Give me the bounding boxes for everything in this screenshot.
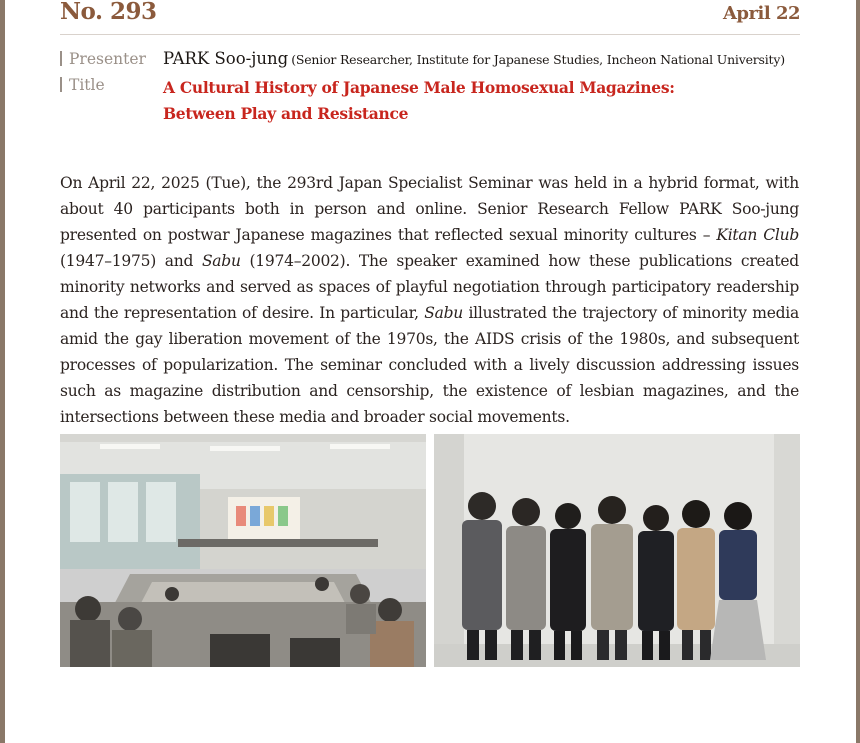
magazine-title: Kitan Club: [716, 225, 800, 244]
magazine-title: Sabu: [201, 251, 241, 270]
presenter-value: [163, 49, 785, 68]
header-divider: [60, 34, 800, 35]
group-photo-illustration: [434, 434, 800, 667]
title-row: [60, 74, 800, 123]
seminar-meta: [60, 48, 800, 123]
seminar-room-illustration: [60, 434, 426, 667]
page-frame-right: [856, 0, 860, 743]
seminar-title-line-2: Between Play and Resistance: [163, 104, 409, 123]
page-frame-left: [0, 0, 5, 743]
seminar-room-photo: [60, 434, 426, 667]
issue-header: [60, 0, 800, 34]
magazine-title: Sabu: [424, 303, 464, 322]
seminar-summary: On April 22, 2025 (Tue), the 293rd Japan Specialist Seminar was held in a hybrid format, with about 40 participants both in person and online. Senior Research Fellow PARK Soo-jung presented on postwar Japanese magazines that reflected sexual minority cultures – Kitan Club (1947–1975) and Sabu (1974–2002). The speaker examined how these publications created minority networks and served as spaces of playful negotiation through participatory readership and the representation of desire. In particular, Sabu illustrated the trajectory of minority media amid the gay liberation movement of the 1970s, the AIDS crisis of the 1980s, and subsequent processes of popularization. The seminar concluded with a lively discussion addressing issues such as magazine distribution and censorship, the existence of lesbian magazines, and the intersections between these media and broader social movements.: [60, 173, 800, 426]
seminar-title-line-1: A Cultural History of Japanese Male Homosexual Magazines:: [163, 78, 675, 97]
issue-number: No. 293: [60, 0, 157, 25]
presenter-label: Presenter: [60, 50, 146, 68]
label-bar: [60, 77, 62, 92]
seminar-title: [163, 75, 675, 127]
group-photo: [434, 434, 800, 667]
label-bar: [60, 51, 62, 66]
presenter-name: PARK Soo-jung: [163, 49, 289, 68]
title-label: Title: [60, 76, 105, 94]
issue-date: April 22: [722, 3, 800, 24]
presenter-affiliation: (Senior Researcher, Institute for Japanese Studies, Incheon National University): [291, 52, 785, 67]
presenter-row: [60, 48, 800, 74]
